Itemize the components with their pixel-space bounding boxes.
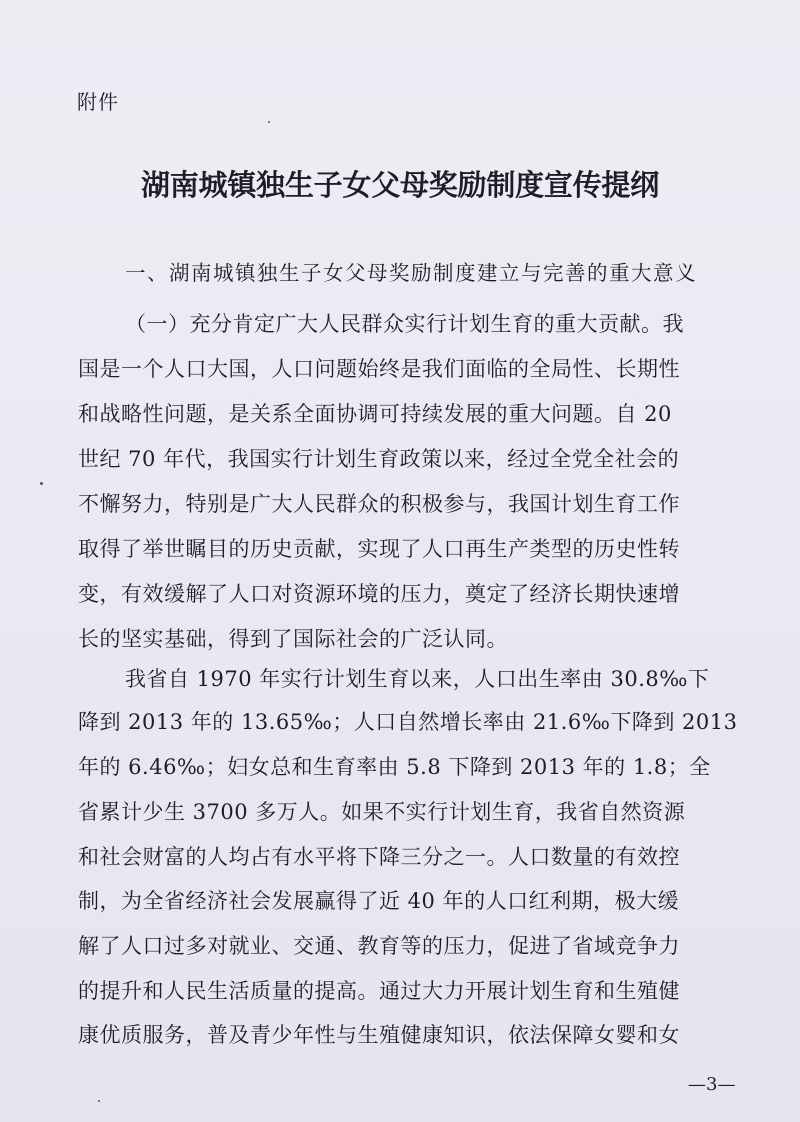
paragraph-line: （一）充分肯定广大人民群众实行计划生育的重大贡献。我: [125, 312, 684, 336]
paragraph-line: 长的坚实基础，得到了国际社会的广泛认同。: [78, 627, 508, 651]
attachment-label: 附件: [77, 90, 119, 114]
paragraph-line: 省累计少生 3700 多万人。如果不实行计划生育，我省自然资源: [78, 800, 686, 824]
page-number: —3—: [688, 1074, 736, 1095]
paragraph-line: 和战略性问题，是关系全面协调可持续发展的重大问题。自 20: [78, 402, 672, 426]
scan-speck: [40, 482, 43, 485]
document-title: 湖南城镇独生子女父母奖励制度宣传提纲: [140, 168, 659, 202]
paragraph-line: 不懈努力，特别是广大人民群众的积极参与，我国计划生育工作: [78, 492, 680, 516]
paragraph-line: 和社会财富的人均占有水平将下降三分之一。人口数量的有效控: [78, 845, 680, 869]
paragraph-line: 国是一个人口大国，人口问题始终是我们面临的全局性、长期性: [78, 357, 680, 381]
section-heading: 一、湖南城镇独生子女父母奖励制度建立与完善的重大意义: [125, 261, 697, 285]
scan-speck: [268, 121, 270, 123]
paragraph-line: 降到 2013 年的 13.65‰；人口自然增长率由 21.6‰下降到 2013: [78, 710, 738, 734]
scan-speck: [98, 1100, 100, 1102]
paragraph-line: 康优质服务，普及青少年性与生殖健康知识，依法保障女婴和女: [78, 1023, 680, 1047]
paragraph-line: 年的 6.46‰；妇女总和生育率由 5.8 下降到 2013 年的 1.8；全: [78, 755, 711, 779]
paragraph-line: 我省自 1970 年实行计划生育以来，人口出生率由 30.8‰下: [125, 667, 710, 691]
paragraph-line: 世纪 70 年代，我国实行计划生育政策以来，经过全党全社会的: [78, 447, 680, 471]
paragraph-line: 变，有效缓解了人口对资源环境的压力，奠定了经济长期快速增: [78, 582, 680, 606]
paragraph-line: 的提升和人民生活质量的提高。通过大力开展计划生育和生殖健: [78, 979, 680, 1003]
paragraph-line: 制，为全省经济社会发展赢得了近 40 年的人口红利期，极大缓: [78, 889, 680, 913]
paragraph-line: 取得了举世瞩目的历史贡献，实现了人口再生产类型的历史性转: [78, 537, 680, 561]
paragraph-line: 解了人口过多对就业、交通、教育等的压力，促进了省域竞争力: [78, 934, 680, 958]
